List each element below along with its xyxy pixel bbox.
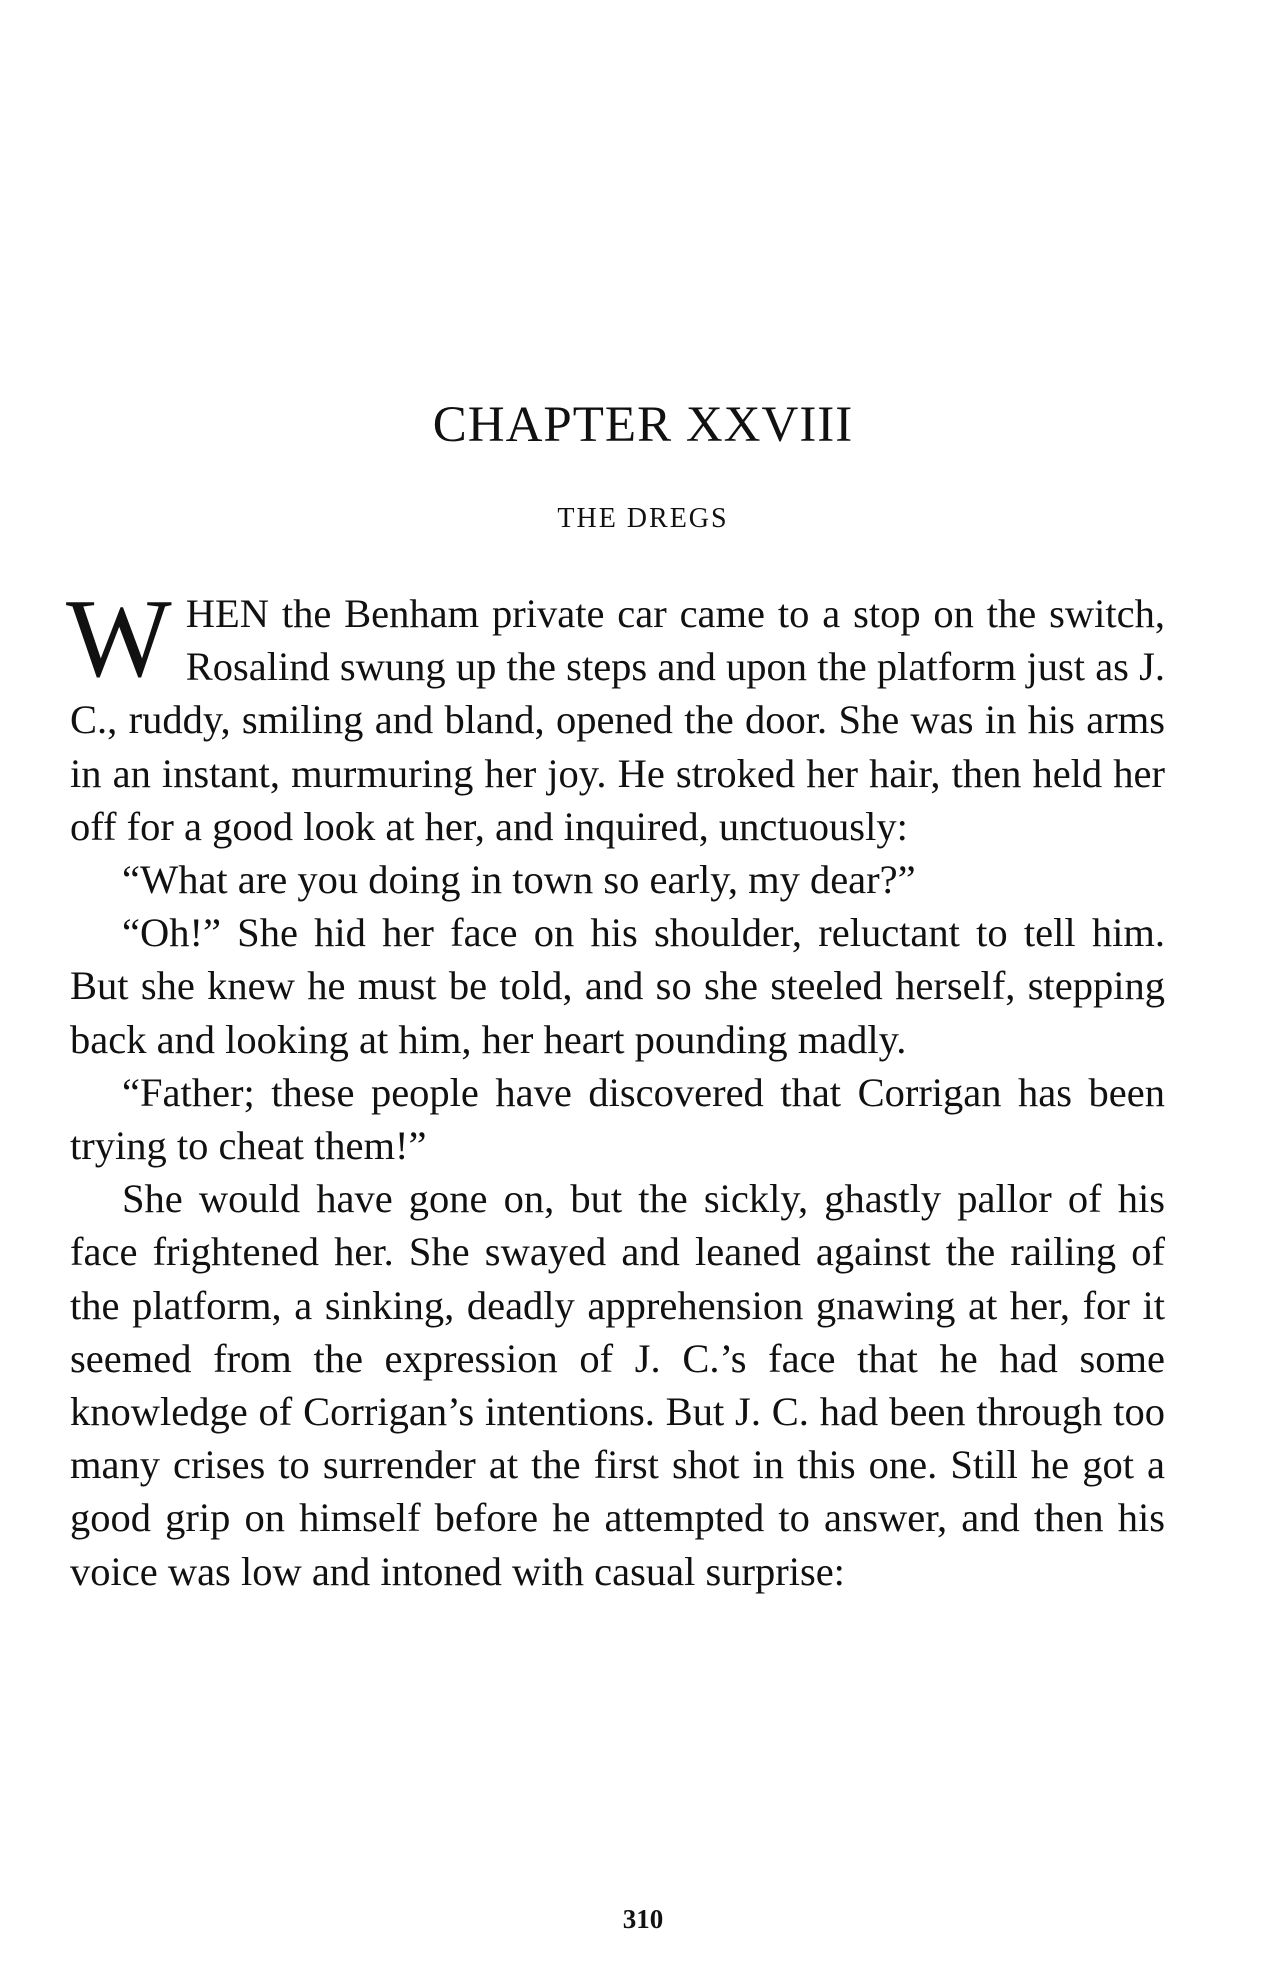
body-text — [66, 577, 1165, 1598]
paragraph: She would have gone on, but the sickly, ghastly pallor of his face frightened her. She swayed and leaned against the railing of the platform, a sinking, deadly apprehension gnawing at her, for it seemed from the expression of J. C.’s face that he had some knowledge of Corrigan’s intentions. But J. C. had been through too many crises to surrender at the first shot in this one. Still he got a good grip on himself before he attempted to answer, and then his voice was low and intoned with casual surprise: — [70, 1176, 1165, 1594]
chapter-title: CHAPTER XXVIII — [432, 397, 854, 453]
drop-cap: W — [66, 577, 172, 701]
paragraph: “What are you doing in town so early, my dear?” — [122, 857, 916, 903]
paragraph: “Father; these people have discovered that Corrigan has been trying to cheat them!” — [70, 1069, 1165, 1169]
chapter-subtitle: THE DREGS — [557, 503, 729, 534]
paragraph — [66, 577, 1165, 853]
page-number: 310 — [622, 1904, 664, 1934]
paragraph-text: HEN the Benham private car came to a stop on the switch, Rosalind swung up the steps and upon the platform just as J. C., ruddy, smiling and bland, opened the door. She was in his arms in an instant, murmuring her joy. He stroked her hair, then held her off for a good look at her, and inquired, unctuously: — [70, 591, 1165, 849]
paragraph: “Oh!” She hid her face on his shoulder, reluctant to tell him. But she knew he must be told, and so she steeled herself, stepping back and looking at him, her heart pounding madly. — [70, 910, 1165, 1062]
